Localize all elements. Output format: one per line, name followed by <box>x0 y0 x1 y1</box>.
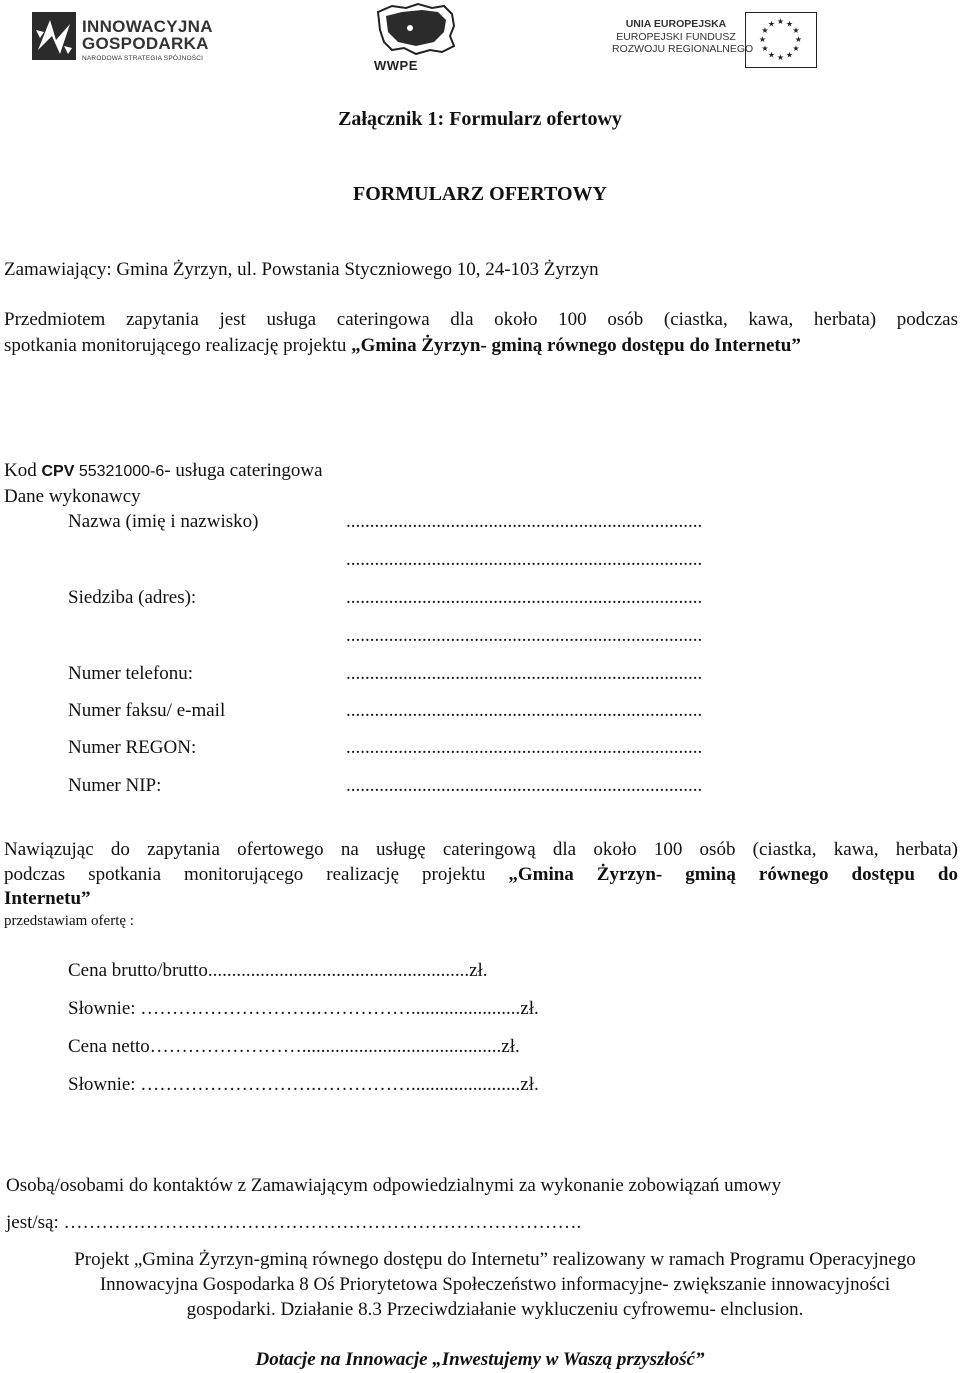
slownie-brutto-line[interactable]: Słownie: ……………………….…………….......................zł. <box>68 998 539 1019</box>
form-title: FORMULARZ OFERTOWY <box>353 183 607 205</box>
svg-text:★: ★ <box>767 19 776 29</box>
field-dots-siedziba[interactable]: ........................................................................... <box>346 587 703 608</box>
svg-text:★: ★ <box>785 50 794 60</box>
cpv-label: CPV <box>41 463 75 480</box>
nawiazujac-project-bold: „Gmina Żyrzyn- gminą równego dostępu do <box>508 864 958 885</box>
svg-text:★: ★ <box>792 44 800 53</box>
ig-logo-line1: INNOWACYJNA <box>82 17 213 36</box>
svg-text:★: ★ <box>794 35 803 44</box>
nawiazujac-line2-plain: podczas spotkania monitorującego realizację projektu <box>4 864 509 885</box>
dane-wykonawcy-heading: Dane wykonawcy <box>4 486 141 507</box>
przedmiot-line1: Przedmiotem zapytania jest usługa cateringowa dla około 100 osób (ciastka, kawa, herbata) podczas <box>4 309 958 330</box>
poland-map-icon <box>372 2 460 58</box>
nawiazujac-line1: Nawiązując do zapytania ofertowego na usługę cateringową dla około 100 osób (ciastka, kawa, herbata) <box>4 839 958 860</box>
ig-logo-subtitle: NARODOWA STRATEGIA SPÓJNOŚCI <box>82 55 204 62</box>
project-name-bold: „Gmina Żyrzyn- gminą równego dostępu do Internetu” <box>351 335 801 356</box>
przedstawiam-oferte: przedstawiam ofertę : <box>4 913 134 929</box>
nawiazujac-line3: Internetu” <box>4 888 91 909</box>
przedmiot-line2-plain: spotkania monitorującego realizację projektu <box>4 335 352 356</box>
cena-brutto-line[interactable]: Cena brutto/brutto.......................................................zł. <box>68 960 488 981</box>
field-label-nazwa: Nazwa (imię i nazwisko) <box>68 511 259 532</box>
ue-logo-line3: ROZWOJU REGIONALNEGO <box>612 43 754 55</box>
eu-flag-icon <box>745 12 817 68</box>
kontakt-line1: Osobą/osobami do kontaktów z Zamawiającym odpowiedzialnymi za wykonanie zobowiązań umowy <box>6 1175 782 1196</box>
svg-text:★: ★ <box>767 50 776 60</box>
wwpe-logo-text: WWPE <box>374 58 418 73</box>
field-dots-nazwa[interactable]: ........................................................................... <box>346 511 703 532</box>
footer-project-info: Projekt „Gmina Żyrzyn-gminą równego dostępu do Internetu” realizowany w ramach Programu Operacyjnego Innowacyjna Gospodarka 8 Oś Priorytetowa Społeczeństwo informacyjne- zwiększanie innowacyjności gospodarki. Działanie 8.3 Przeciwdziałanie wykluczeniu cyfrowemu- elnclusion. <box>74 1249 916 1320</box>
field-label-telefon: Numer telefonu: <box>68 663 194 684</box>
slownie-netto-line[interactable]: Słownie: ……………………….…………….......................zł. <box>68 1074 539 1095</box>
field-dots-telefon[interactable]: ........................................................................... <box>346 663 703 684</box>
innowacyjna-gospodarka-emblem-icon <box>30 10 78 62</box>
zamawiajacy-line: Zamawiający: Gmina Żyrzyn, ul. Powstania Styczniowego 10, 24-103 Żyrzyn <box>4 259 599 280</box>
svg-text:★: ★ <box>761 44 769 53</box>
kod-cpv-line <box>4 460 323 482</box>
field-label-faks-email: Numer faksu/ e-mail <box>68 700 226 721</box>
kontakt-line2[interactable]: jest/są: ………………………………………………………………………. <box>6 1212 582 1233</box>
field-label-siedziba: Siedziba (adres): <box>68 587 197 608</box>
field-dots-faks-email[interactable]: ........................................................................... <box>346 700 703 721</box>
eu-stars-icon <box>746 13 815 66</box>
svg-text:★: ★ <box>776 53 785 62</box>
footer-slogan: Dotacje na Innowacje „Inwestujemy w Waszą przyszłość” <box>255 1349 705 1370</box>
przedmiot-line2 <box>4 335 801 357</box>
field-label-regon: Numer REGON: <box>68 737 197 758</box>
ue-logo-line2: EUROPEJSKI FUNDUSZ <box>616 30 736 43</box>
innowacyjna-gospodarka-logo <box>30 10 220 62</box>
field-dots-nip[interactable]: ........................................................................... <box>346 775 703 796</box>
field-dots-siedziba-cont[interactable]: ........................................................................... <box>346 625 703 646</box>
cpv-number: 55321000-6 <box>74 463 165 480</box>
cena-netto-line[interactable]: Cena netto……………………..........................................zł. <box>68 1036 520 1057</box>
field-label-nip: Numer NIP: <box>68 775 162 796</box>
unia-europejska-logo <box>612 12 820 70</box>
field-dots-nazwa-cont[interactable]: ........................................................................... <box>346 549 703 570</box>
cpv-description: - usługa cateringowa <box>164 460 323 481</box>
svg-text:★: ★ <box>761 26 769 35</box>
wwpe-logo <box>372 2 460 72</box>
attachment-heading: Załącznik 1: Formularz ofertowy <box>338 108 622 130</box>
nawiazujac-line2 <box>4 864 958 886</box>
ue-logo-line1: UNIA EUROPEJSKA <box>625 18 727 30</box>
field-dots-regon[interactable]: ........................................................................... <box>346 737 703 758</box>
svg-text:★: ★ <box>776 17 785 26</box>
ig-logo-line2: GOSPODARKA <box>82 34 209 53</box>
svg-text:★: ★ <box>792 26 800 35</box>
kod-prefix: Kod <box>4 460 42 481</box>
svg-text:★: ★ <box>758 35 767 44</box>
svg-text:★: ★ <box>785 19 794 29</box>
